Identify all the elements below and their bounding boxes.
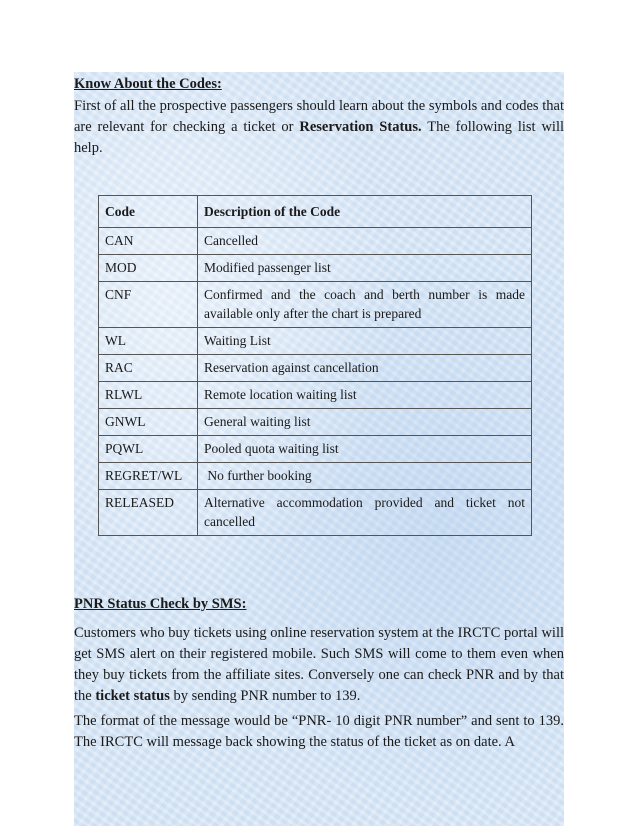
pnr-text-end: by sending PNR number to 139. — [169, 688, 361, 704]
table-row — [99, 463, 532, 490]
table-row — [99, 255, 532, 282]
table-row — [99, 228, 532, 255]
code-cell: RELEASED — [99, 490, 198, 536]
ticket-status-bold: ticket status — [95, 688, 170, 704]
code-cell: WL — [99, 328, 198, 355]
codes-table — [98, 195, 532, 536]
codes-intro-paragraph — [74, 96, 564, 159]
code-cell: MOD — [99, 255, 198, 282]
table-row — [99, 382, 532, 409]
description-cell: Pooled quota waiting list — [198, 436, 532, 463]
code-cell: CAN — [99, 228, 198, 255]
table-row — [99, 490, 532, 536]
description-cell: General waiting list — [198, 409, 532, 436]
intro-text: First of all the prospective passengers should learn about the symbols and codes that are relevant for checking a ticket or — [74, 98, 564, 135]
intro-text-end: The following list will help. — [74, 119, 565, 156]
document-page — [74, 72, 564, 826]
description-cell: Modified passenger list — [198, 255, 532, 282]
code-cell: PQWL — [99, 436, 198, 463]
code-cell: GNWL — [99, 409, 198, 436]
pnr-text: Customers who buy tickets using online reservation system at the IRCTC portal will get SMS alert on their registered mobile. Such SMS will come to them even when they buy tickets from the affiliate sites. Conversely one can check PNR and by that the — [74, 625, 564, 704]
table-row — [99, 282, 532, 328]
pnr-sms-heading: PNR Status Check by SMS: — [74, 596, 247, 612]
pnr-sms-paragraph — [74, 623, 564, 707]
message-format-paragraph: The format of the message would be “PNR- 10 digit PNR number” and sent to 139. The IRCTC will message back showing the status of the ticket as on date. A — [74, 713, 564, 750]
code-cell: RAC — [99, 355, 198, 382]
code-cell: REGRET/WL — [99, 463, 198, 490]
description-cell: Remote location waiting list — [198, 382, 532, 409]
description-cell: Waiting List — [198, 328, 532, 355]
description-cell: Cancelled — [198, 228, 532, 255]
description-cell: Confirmed and the coach and berth number is made available only after the chart is prepared — [198, 282, 532, 328]
description-cell: Alternative accommodation provided and ticket not cancelled — [198, 490, 532, 536]
reservation-status-bold: Reservation Status. — [299, 119, 422, 135]
table-row — [99, 409, 532, 436]
code-cell: RLWL — [99, 382, 198, 409]
table-row — [99, 436, 532, 463]
description-column-header: Description of the Code — [198, 196, 532, 228]
description-cell: No further booking — [198, 463, 532, 490]
code-cell: CNF — [99, 282, 198, 328]
description-cell: Reservation against cancellation — [198, 355, 532, 382]
table-row — [99, 328, 532, 355]
codes-heading: Know About the Codes: — [74, 76, 222, 92]
table-header-row — [99, 196, 532, 228]
code-column-header: Code — [99, 196, 198, 228]
table-row — [99, 355, 532, 382]
